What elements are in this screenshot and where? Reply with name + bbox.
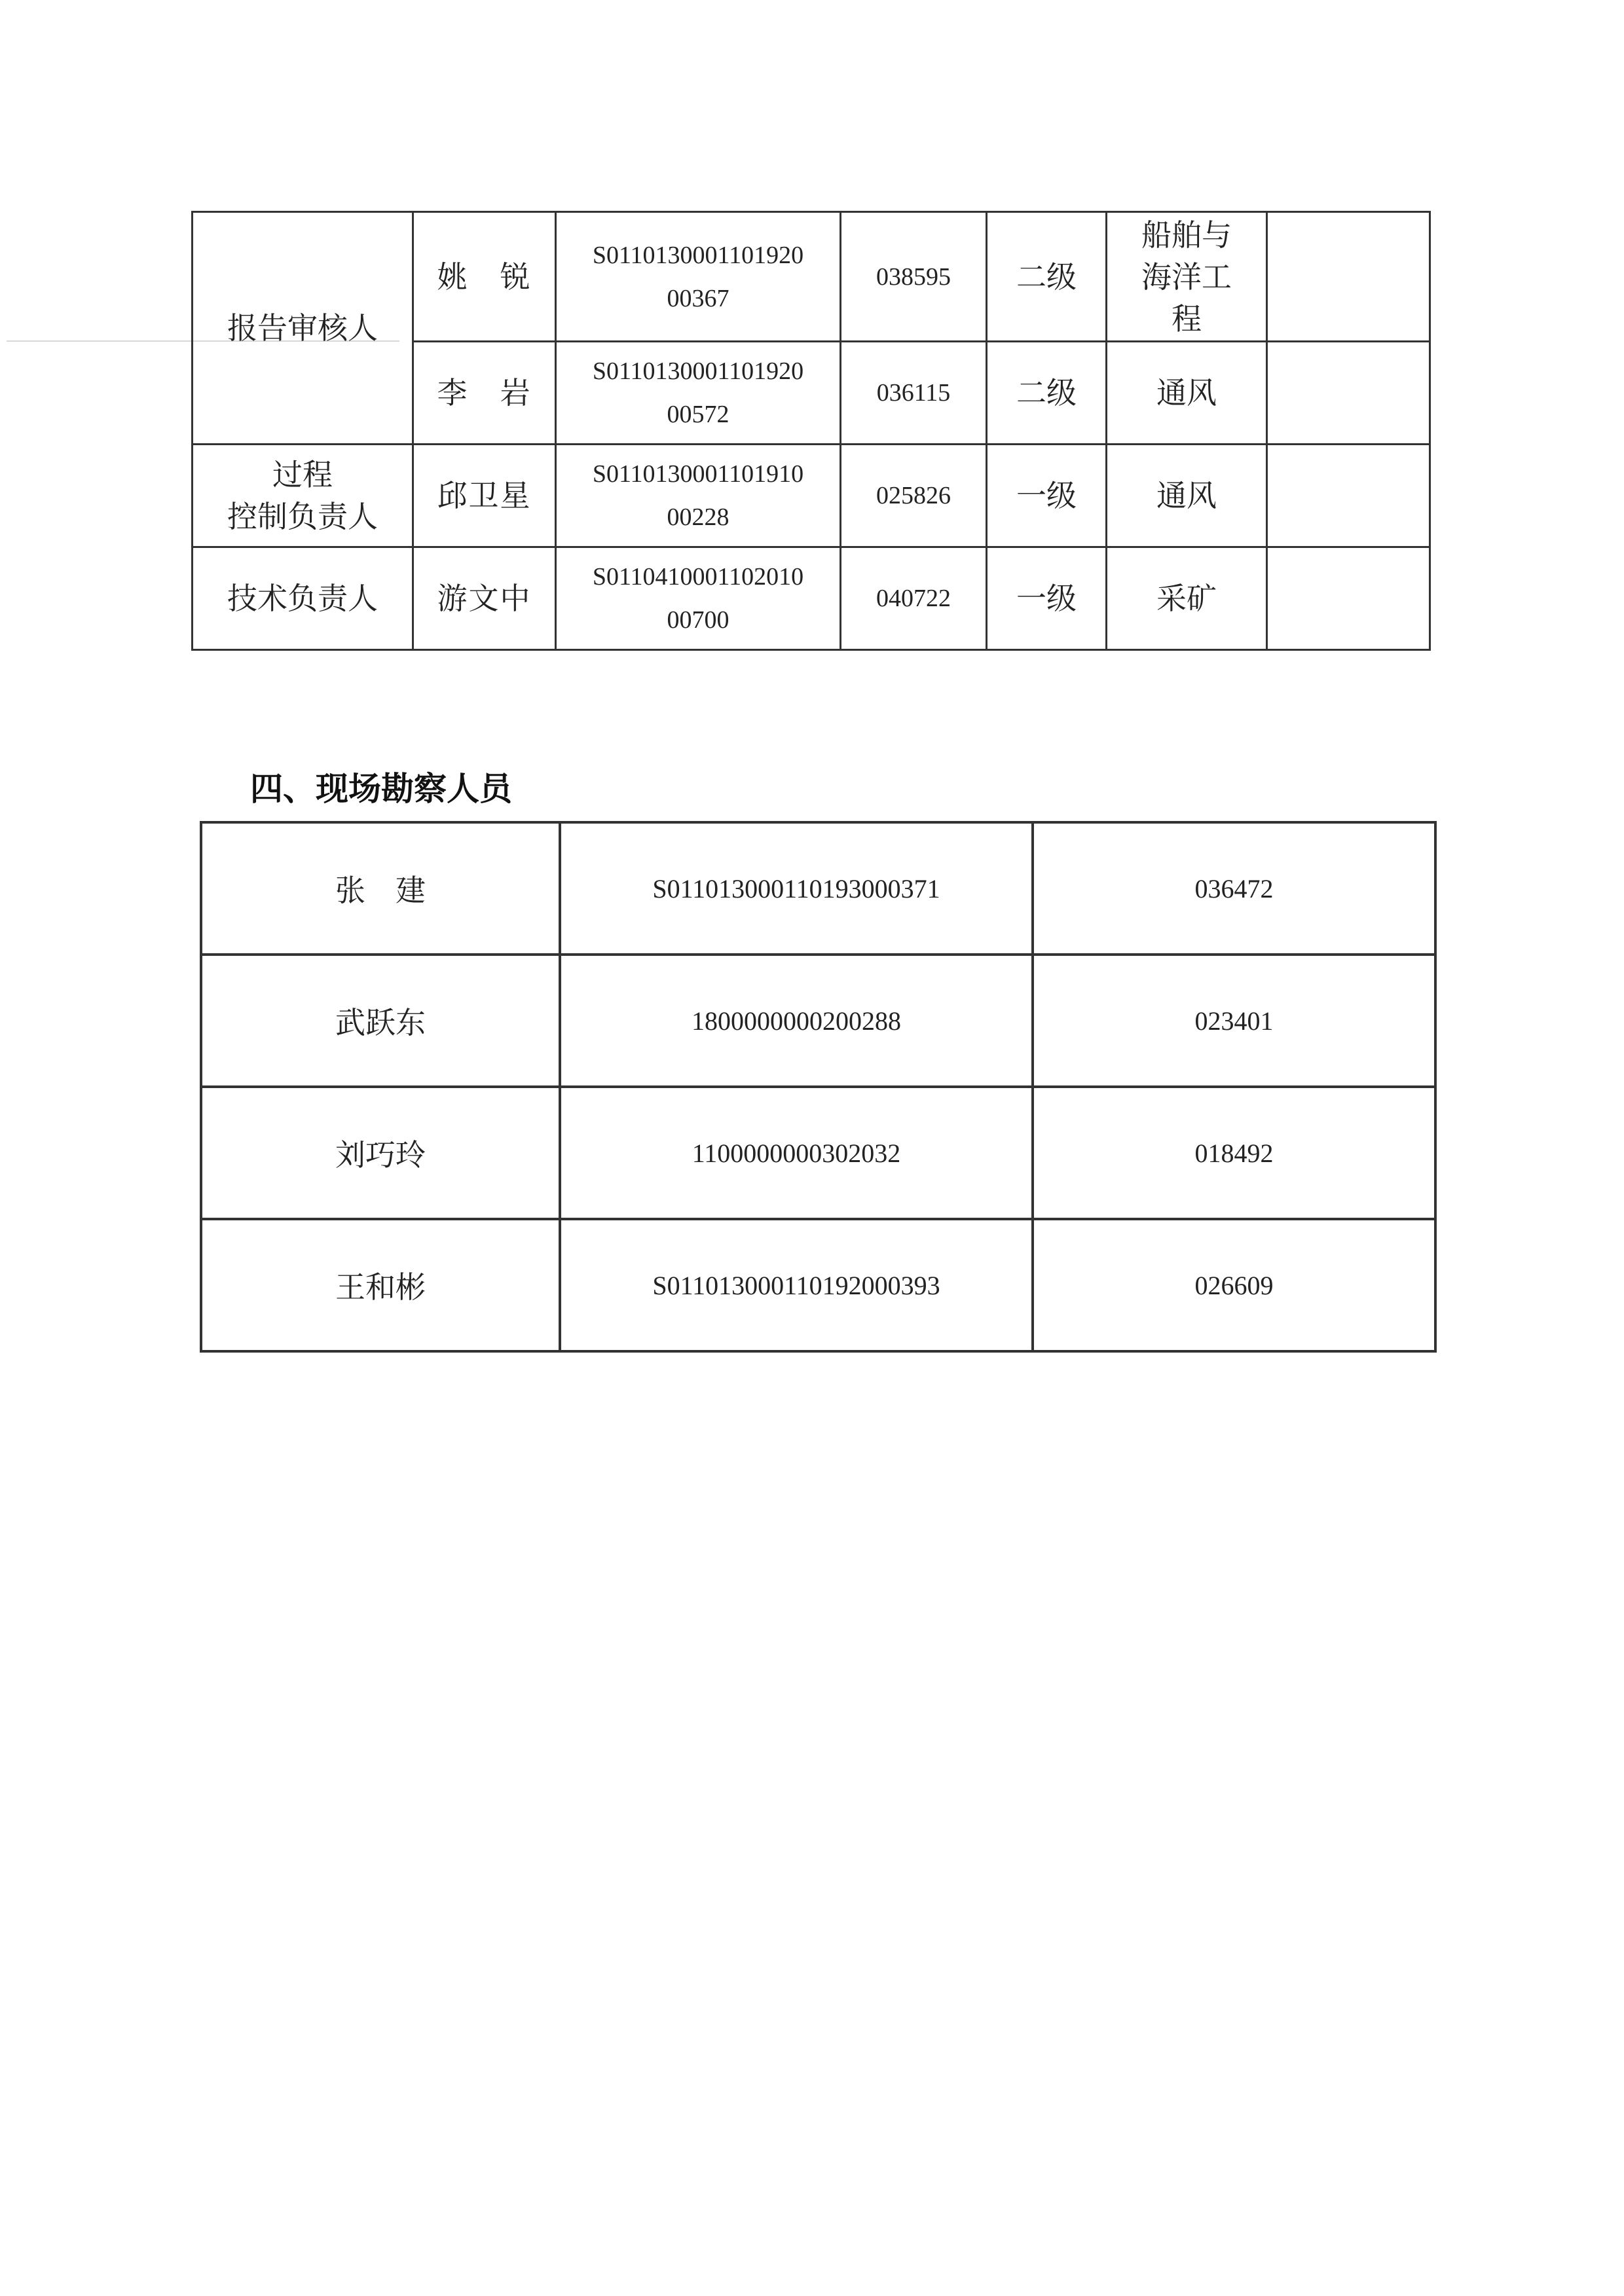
table-row <box>193 445 1430 547</box>
reg-cell: 036115 <box>841 342 987 445</box>
remark-cell <box>1267 342 1430 445</box>
level-cell: 二级 <box>987 342 1107 445</box>
remark-cell <box>1267 547 1430 650</box>
name-cell: 李 岩 <box>413 342 556 445</box>
role-line: 控制负责人 <box>227 499 378 534</box>
major-cell <box>1107 212 1267 342</box>
name-cell: 刘巧玲 <box>201 1087 560 1219</box>
name-cell: 游文中 <box>413 547 556 650</box>
role-cell <box>193 212 413 445</box>
major-line: 海洋工 <box>1141 259 1232 295</box>
remark-cell <box>1267 212 1430 342</box>
major-line: 程 <box>1172 301 1202 337</box>
cert-cell <box>556 445 841 547</box>
role-label: 报告审核人 <box>227 310 378 346</box>
remark-cell <box>1267 445 1430 547</box>
table-row <box>201 955 1435 1087</box>
major-line: 船舶与 <box>1141 217 1232 253</box>
role-line: 过程 <box>272 457 333 492</box>
cert-line: S0110130001101910 <box>592 460 804 488</box>
cert-line: S0110130001101920 <box>592 357 804 385</box>
reg-cell: 036472 <box>1033 822 1435 955</box>
level-cell: 一级 <box>987 445 1107 547</box>
cert-cell <box>556 212 841 342</box>
cert-cell: S011013000110193000371 <box>560 822 1033 955</box>
cert-line: 00572 <box>667 401 729 428</box>
cert-cell: 1800000000200288 <box>560 955 1033 1087</box>
site-survey-personnel-table <box>200 821 1437 1353</box>
cert-line: 00700 <box>667 606 729 634</box>
reg-cell: 025826 <box>841 445 987 547</box>
cert-cell: 1100000000302032 <box>560 1087 1033 1219</box>
table-row <box>201 1219 1435 1351</box>
level-cell: 二级 <box>987 212 1107 342</box>
cert-cell <box>556 342 841 445</box>
major-cell: 通风 <box>1107 445 1267 547</box>
name-cell: 邱卫星 <box>413 445 556 547</box>
review-personnel-table <box>191 211 1431 651</box>
reg-cell: 023401 <box>1033 955 1435 1087</box>
name-cell: 姚 锐 <box>413 212 556 342</box>
major-cell: 采矿 <box>1107 547 1267 650</box>
role-cell: 技术负责人 <box>193 547 413 650</box>
cert-line: S0110130001101920 <box>592 241 804 269</box>
cert-cell: S011013000110192000393 <box>560 1219 1033 1351</box>
table-row <box>193 547 1430 650</box>
table-row <box>201 822 1435 955</box>
reg-cell: 038595 <box>841 212 987 342</box>
cert-line: 00228 <box>667 503 729 531</box>
role-cell <box>193 445 413 547</box>
table-row <box>201 1087 1435 1219</box>
section-heading: 四、现场勘察人员 <box>250 770 512 808</box>
major-cell: 通风 <box>1107 342 1267 445</box>
cert-line: 00367 <box>667 284 729 312</box>
name-cell: 张 建 <box>201 822 560 955</box>
name-cell: 武跃东 <box>201 955 560 1087</box>
cert-line: S0110410001102010 <box>592 563 804 591</box>
cert-cell <box>556 547 841 650</box>
reg-cell: 018492 <box>1033 1087 1435 1219</box>
name-cell: 王和彬 <box>201 1219 560 1351</box>
reg-cell: 040722 <box>841 547 987 650</box>
table-row <box>193 212 1430 342</box>
reg-cell: 026609 <box>1033 1219 1435 1351</box>
level-cell: 一级 <box>987 547 1107 650</box>
